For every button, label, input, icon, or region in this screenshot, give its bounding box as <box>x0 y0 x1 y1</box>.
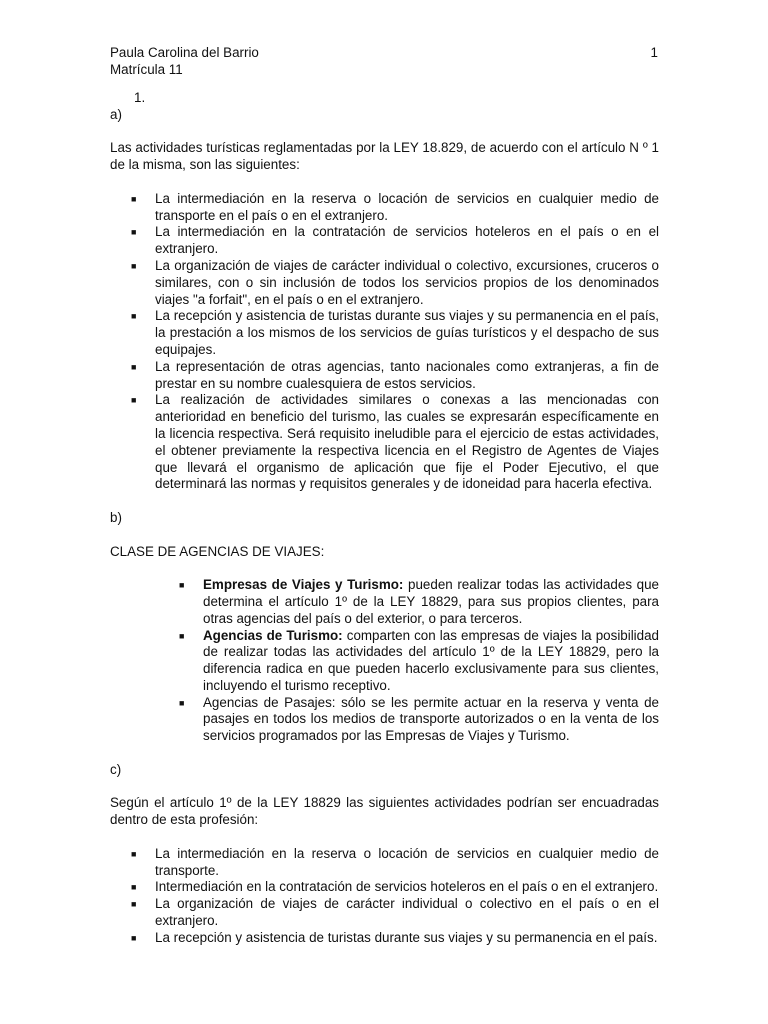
section-c-intro: Según el artículo 1º de la LEY 18829 las siguientes actividades podrían ser encuadradas dentro de esta profesión: <box>110 795 659 828</box>
section-c-list <box>110 846 659 947</box>
section-a-label: a) <box>110 106 122 122</box>
document-body <box>110 90 659 947</box>
page-number: 1 <box>650 45 658 60</box>
list-item: ■ Agencias de Pasajes: sólo se les permite actuar en la reserva y venta de pasajes en todos los medios de transporte autorizados o en la venta de los servicios programados por las Empresas de Viajes y Turismo. <box>179 694 659 744</box>
list-item: ■ La intermediación en la reserva o locación de servicios en cualquier medio de transporte en el país o en el extranjero. <box>131 190 659 223</box>
square-bullet-icon: ■ <box>131 932 137 943</box>
list-item: ■ Empresas de Viajes y Turismo: pueden realizar todas las actividades que determina el artículo 1º de la LEY 18829, para sus propios clientes, para otras agencias del país o del exterior, o para terceros. <box>179 577 659 626</box>
square-bullet-icon: ■ <box>131 361 137 372</box>
square-bullet-icon: ■ <box>179 630 185 641</box>
square-bullet-icon: ■ <box>131 882 137 893</box>
square-bullet-icon: ■ <box>131 311 137 322</box>
page-header <box>110 45 658 79</box>
square-bullet-icon: ■ <box>179 580 185 591</box>
list-item: ■ La representación de otras agencias, tanto nacionales como extranjeras, a fin de prestar en su nombre cualesquiera de estos servicios. <box>131 358 659 391</box>
list-item: ■ Intermediación en la contratación de servicios hoteleros en el país o en el extranjero. <box>131 879 659 895</box>
list-item: ■ La intermediación en la reserva o locación de servicios en cualquier medio de transporte. <box>131 845 659 878</box>
list-item: ■ Agencias de Turismo: comparten con las empresas de viajes la posibilidad de realizar todas las actividades del artículo 1º de la LEY 18829, pero la diferencia radica en que pueden hacerlo exclusivamente para sus clientes, incluyendo el turismo receptivo. <box>179 627 660 693</box>
list-item: ■ La intermediación en la contratación de servicios hoteleros en el país o en el extranjero. <box>131 224 659 257</box>
matricula-label: Matrícula 11 <box>110 61 183 77</box>
square-bullet-icon: ■ <box>131 395 137 406</box>
section-b-label: b) <box>110 509 122 525</box>
square-bullet-icon: ■ <box>131 193 137 204</box>
section-b-list <box>110 577 659 745</box>
author-name: Paula Carolina del Barrio <box>110 45 259 60</box>
square-bullet-icon: ■ <box>179 697 185 708</box>
section-c-label: c) <box>110 761 122 777</box>
list-item: ■ La realización de actividades similares o conexas a las mencionadas con anterioridad en beneficio del turismo, las cuales se expresarán específicamente en la licencia respectiva. Será requisito ineludible para el ejercicio de estas actividades, el obtener previamente la respectiva licencia en el Registro de Agentes de Viajes que llevará el organismo de aplicación que fije el Poder Ejecutivo, el que determinará las normas y requisitos generales y de idoneidad para hacerla efectiva. <box>131 392 659 492</box>
question-number: 1. <box>134 90 146 105</box>
agency-type-title: Empresas de Viajes y Turismo: <box>203 577 404 593</box>
square-bullet-icon: ■ <box>131 227 137 238</box>
section-b-heading: CLASE DE AGENCIAS DE VIAJES: <box>110 543 325 559</box>
square-bullet-icon: ■ <box>131 848 137 859</box>
list-item: ■ La organización de viajes de carácter individual o colectivo en el país o en el extranjero. <box>131 896 659 929</box>
list-item: ■ La organización de viajes de carácter individual o colectivo, excursiones, cruceros o similares, con o sin inclusión de todos los servicios propios de los denominados viajes "a forfait", en el país o en el extranjero. <box>131 257 659 307</box>
list-item: ■ La recepción y asistencia de turistas durante sus viajes y su permanencia en el país, la prestación a los mismos de los servicios de guías turísticos y el despacho de sus equipajes. <box>131 308 659 357</box>
section-a-intro: Las actividades turísticas reglamentadas por la LEY 18.829, de acuerdo con el artículo N º 1 de la misma, son las siguientes: <box>110 140 659 173</box>
section-a-list <box>110 191 659 493</box>
agency-type-title: Agencias de Turismo: <box>203 627 343 643</box>
square-bullet-icon: ■ <box>131 899 137 910</box>
list-item: ■ La recepción y asistencia de turistas durante sus viajes y su permanencia en el país. <box>131 929 658 945</box>
square-bullet-icon: ■ <box>131 260 137 271</box>
